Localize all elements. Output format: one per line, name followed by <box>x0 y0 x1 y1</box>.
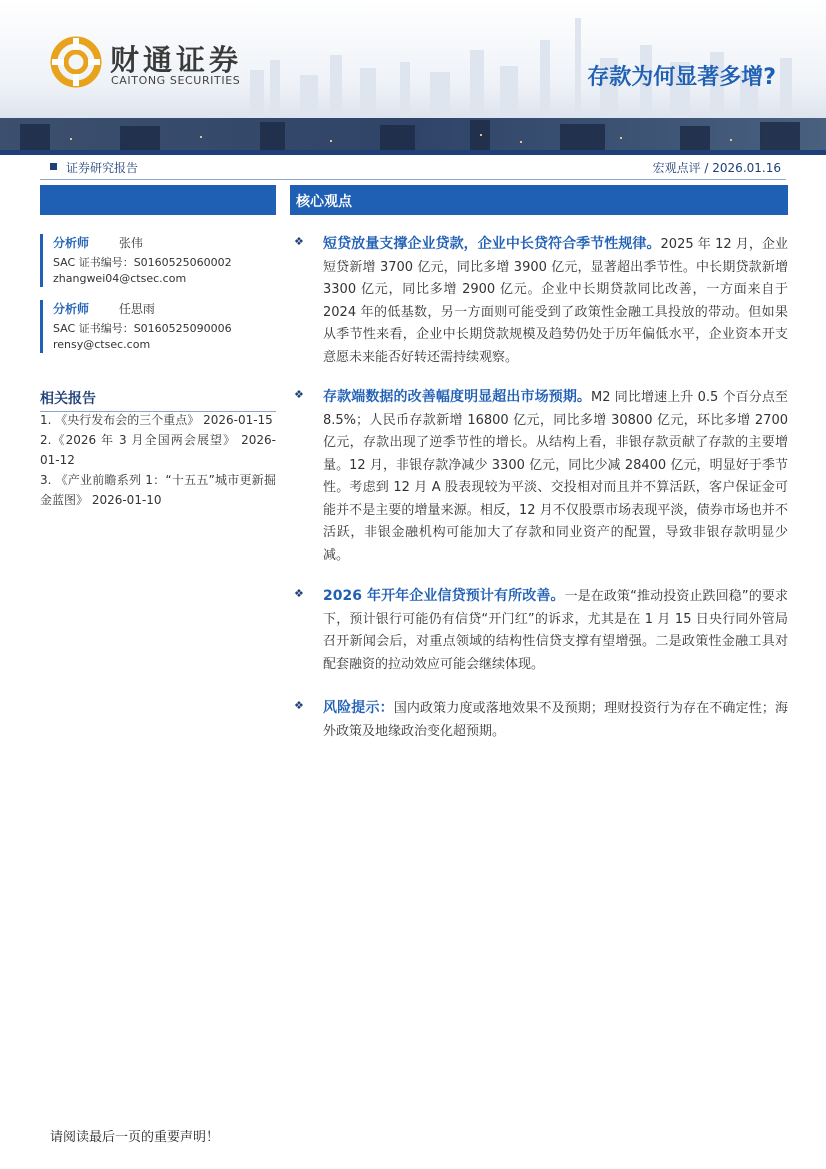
sidebar-header-bar <box>40 185 276 215</box>
subheader-bar <box>40 157 786 180</box>
point-body: M2 同比增速上升 0.5 个百分点至 8.5%；人民币存款新增 16800 亿元，同比多增 30800 亿元，环比多增 2700 亿元，存款出现了逆季节性的增长。从结构上看，非银存款贡献了存款的主要增量。12 月，非银存款净减少 3300 亿元，同比少减 28400 亿元，明显好于季节性。考虑到 12 月 A 股表现较为平淡、交投相对而且并不算活跃，客户保证金可能并不是主要的增量来源。相反，12 月不仅股票市场表现平淡，债券市场也并不活跃，非银金融机构可能加大了存款和同业资产的配置，导致非银存款明显少减。 <box>323 390 789 563</box>
related-report-link[interactable]: 3. 《产业前瞻系列 1：“十五五”城市更新掘金蓝图》 2026-01-10 <box>40 473 276 507</box>
point-body: 2025 年 12 月，企业短贷新增 3700 亿元，同比多增 3900 亿元，显著超出季节性。中长期贷款新增 3300 亿元，同比多增 2900 亿元。企业中长期贷款同比改善，一方面来自于 2024 年的低基数，另一方面则可能受到了政策性金融工具投放的带动。但如果从季节性来看，企业中长期贷款规模及趋势仍处于历年偏低水平，企业资本开支意愿未来能否好转还需持续观察。 <box>323 237 788 365</box>
risk-heading: 风险提示： <box>323 700 394 716</box>
point-heading: 短贷放量支撑企业贷款，企业中长贷符合季节性规律。 <box>323 236 661 252</box>
analyst-role: 分析师 <box>53 302 90 316</box>
risk-body: 国内政策力度或落地效果不及预期；理财投资行为存在不确定性；海外政策及地缘政治变化超预期。 <box>323 701 788 739</box>
diamond-bullet-icon: ❖ <box>294 235 304 248</box>
core-point <box>294 585 788 676</box>
core-view-title: 核心观点 <box>296 194 352 210</box>
analyst-sac: SAC 证书编号：S0160525090006 <box>53 322 232 335</box>
analyst-name: 张伟 <box>118 236 143 250</box>
report-type: 证券研究报告 <box>66 161 139 175</box>
footer-notice: 请阅读最后一页的重要声明！ <box>50 1130 220 1145</box>
category-date: 宏观点评 / 2026.01.16 <box>652 161 781 175</box>
analyst-name: 任思雨 <box>118 302 155 316</box>
report-title: 存款为何显著多增? <box>587 65 776 90</box>
analyst-card <box>40 234 289 287</box>
analyst-role: 分析师 <box>53 236 90 250</box>
brand-name-en: CAITONG SECURITIES <box>111 74 241 87</box>
related-report-link[interactable]: 2.《2026 年 3 月全国两会展望》 2026-01-12 <box>40 433 276 467</box>
company-logo <box>50 36 250 96</box>
related-reports-list <box>40 410 276 510</box>
diamond-bullet-icon: ❖ <box>294 388 304 401</box>
page-header <box>0 0 826 155</box>
analyst-card <box>40 300 289 353</box>
analyst-email[interactable]: zhangwei04@ctsec.com <box>53 272 187 285</box>
core-view-header <box>290 185 788 215</box>
point-heading: 存款端数据的改善幅度明显超出市场预期。 <box>323 389 592 405</box>
brand-name-cn: 财通证券 <box>110 43 243 77</box>
related-reports-title: 相关报告 <box>40 388 276 412</box>
related-report-link[interactable]: 1. 《央行发布会的三个重点》 2026-01-15 <box>40 413 273 427</box>
point-body: 一是在政策“推动投资止跌回稳”的要求下，预计银行可能仍有信贷“开门红”的诉求，尤其是在 1 月 15 日央行同外管局召开新闻会后，对重点领域的结构性信贷支撑有望增强。二是政策性金融工具对配套融资的拉动效应可能会继续体现。 <box>323 589 788 672</box>
core-point <box>294 697 788 743</box>
analyst-email[interactable]: rensy@ctsec.com <box>53 338 151 351</box>
caitong-logo-icon <box>50 36 102 88</box>
square-marker-icon <box>50 163 57 170</box>
core-point <box>294 233 788 369</box>
core-point <box>294 386 788 567</box>
diamond-bullet-icon: ❖ <box>294 699 304 712</box>
analyst-sac: SAC 证书编号：S0160525060002 <box>53 256 232 269</box>
diamond-bullet-icon: ❖ <box>294 587 304 600</box>
point-heading: 2026 年开年企业信贷预计有所改善。 <box>323 588 565 604</box>
